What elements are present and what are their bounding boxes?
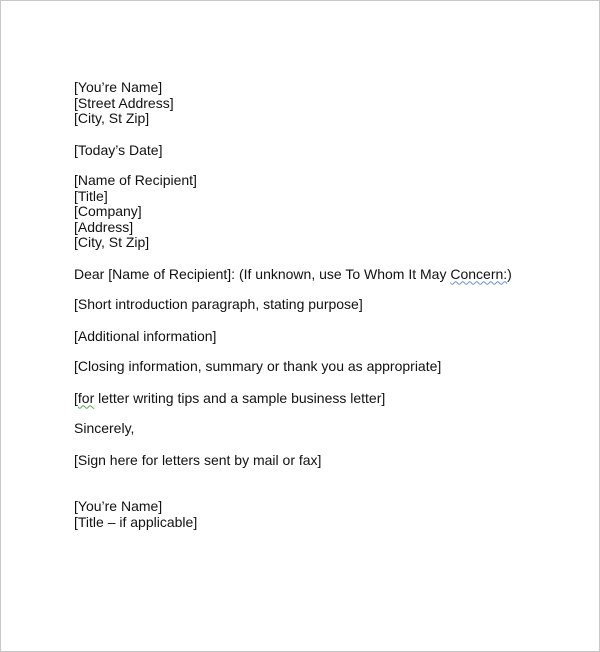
recipient-address: [Address]: [74, 218, 134, 235]
recipient-company: [Company]: [74, 203, 142, 219]
recipient-title: [Title]: [74, 187, 108, 204]
intro-paragraph: [Short introduction paragraph, stating purpose]: [74, 296, 363, 312]
recipient-block: [74, 173, 574, 251]
additional-paragraph: [Additional information]: [74, 327, 217, 344]
tips-flagged-word: for: [77, 389, 95, 406]
signer-block: [74, 499, 574, 530]
salutation: [74, 267, 574, 283]
sender-name: [You’re Name]: [74, 79, 163, 95]
salutation-prefix: Dear [Name of Recipient]: (If unknown, use To Whom It May: [74, 265, 451, 282]
tips-open-bracket: [: [74, 389, 78, 406]
tips-paragraph: [74, 391, 574, 407]
signature-note: [Sign here for letters sent by mail or fax]: [74, 451, 322, 468]
letter-date: [Today’s Date]: [74, 141, 163, 158]
sender-street: [Street Address]: [74, 94, 174, 111]
sender-block: [74, 80, 574, 127]
sign-off: Sincerely,: [74, 420, 135, 436]
tips-rest: letter writing tips and a sample business letter]: [94, 389, 386, 406]
recipient-city: [City, St Zip]: [74, 234, 150, 250]
closing-paragraph: [Closing information, summary or thank you as appropriate]: [74, 358, 442, 374]
salutation-suffix: ): [507, 265, 512, 282]
signer-name: [You’re Name]: [74, 498, 163, 514]
letter-body: [74, 80, 574, 530]
recipient-name: [Name of Recipient]: [74, 172, 197, 188]
signer-title: [Title – if applicable]: [74, 513, 198, 530]
salutation-flagged-word: Concern:: [450, 265, 508, 282]
sender-city: [City, St Zip]: [74, 110, 150, 126]
